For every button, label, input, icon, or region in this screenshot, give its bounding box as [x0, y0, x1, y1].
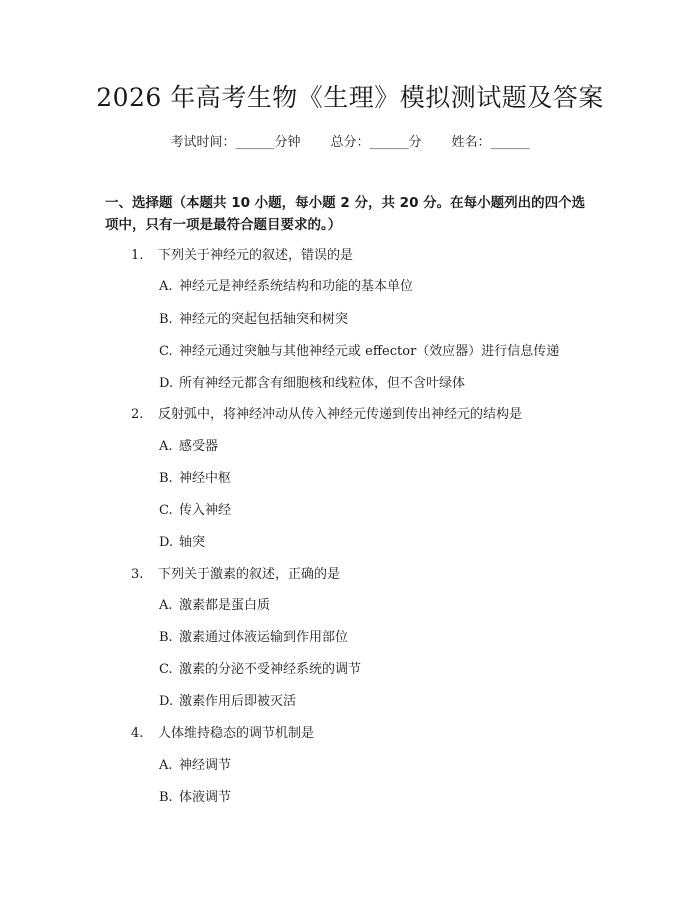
question-4-option-a: [159, 754, 231, 773]
exam-time-label: 考试时间：______分钟: [170, 135, 301, 150]
option-letter: D.: [159, 694, 174, 709]
option-text: 轴突: [179, 535, 206, 550]
option-letter: B.: [159, 630, 173, 645]
question-1-option-d: [159, 372, 465, 391]
option-text: 神经元的突起包括轴突和树突: [179, 312, 349, 327]
option-text: 激素的分泌不受神经系统的调节: [179, 662, 362, 677]
question-number: 4.: [131, 726, 144, 741]
question-stem: 人体维持稳态的调节机制是: [158, 726, 315, 741]
question-number: 2.: [131, 407, 144, 422]
option-text: 神经元是神经系统结构和功能的基本单位: [179, 279, 414, 294]
page-title: 2026 年高考生物《生理》模拟测试题及答案: [96, 83, 604, 112]
question-4-option-b: [159, 786, 231, 805]
option-text: 感受器: [179, 439, 219, 454]
option-text: 所有神经元都含有细胞核和线粒体，但不含叶绿体: [179, 376, 466, 391]
question-3-option-b: [159, 626, 348, 645]
total-score-label: 总分：______分: [330, 135, 422, 150]
question-2: [131, 403, 522, 422]
question-number: 3.: [131, 567, 144, 582]
option-letter: C.: [159, 344, 173, 359]
question-2-option-d: [159, 531, 205, 550]
question-4: [131, 722, 314, 741]
option-text: 神经中枢: [179, 471, 232, 486]
option-text: 激素通过体液运输到作用部位: [179, 630, 349, 645]
option-letter: B.: [159, 790, 173, 805]
question-stem: 下列关于激素的叙述，正确的是: [158, 567, 341, 582]
option-letter: C.: [159, 503, 173, 518]
option-letter: A.: [159, 439, 173, 454]
option-letter: C.: [159, 662, 173, 677]
option-letter: D.: [159, 535, 174, 550]
option-letter: D.: [159, 376, 174, 391]
question-stem: 反射弧中，将神经冲动从传入神经元传递到传出神经元的结构是: [158, 407, 523, 422]
question-3: [131, 563, 340, 582]
question-3-option-a: [159, 594, 270, 613]
question-1-option-b: [159, 308, 348, 327]
option-text: 激素作用后即被灭活: [179, 694, 297, 709]
question-2-option-b: [159, 467, 231, 486]
option-letter: A.: [159, 279, 173, 294]
question-1-option-a: [159, 275, 413, 294]
exam-meta: [0, 131, 700, 150]
question-3-option-d: [159, 690, 296, 709]
option-text: 神经元通过突触与其他神经元或 effector（效应器）进行信息传递: [179, 344, 560, 359]
option-letter: A.: [159, 598, 173, 613]
question-2-option-a: [159, 435, 218, 454]
option-letter: B.: [159, 471, 173, 486]
question-number: 1.: [131, 248, 144, 263]
question-2-option-c: [159, 499, 231, 518]
question-stem: 下列关于神经元的叙述，错误的是: [158, 248, 354, 263]
option-letter: B.: [159, 312, 173, 327]
student-name-label: 姓名：______: [451, 135, 530, 150]
option-text: 激素都是蛋白质: [179, 598, 271, 613]
option-text: 神经调节: [179, 758, 232, 773]
question-1-option-c: [159, 340, 559, 359]
question-1: [131, 244, 353, 263]
section-heading: 一、选择题（本题共 10 小题，每小题 2 分，共 20 分。在每小题列出的四个选项中，只有一项是最符合题目要求的。）: [105, 195, 586, 233]
option-text: 传入神经: [179, 503, 232, 518]
question-3-option-c: [159, 658, 361, 677]
option-text: 体液调节: [179, 790, 232, 805]
option-letter: A.: [159, 758, 173, 773]
